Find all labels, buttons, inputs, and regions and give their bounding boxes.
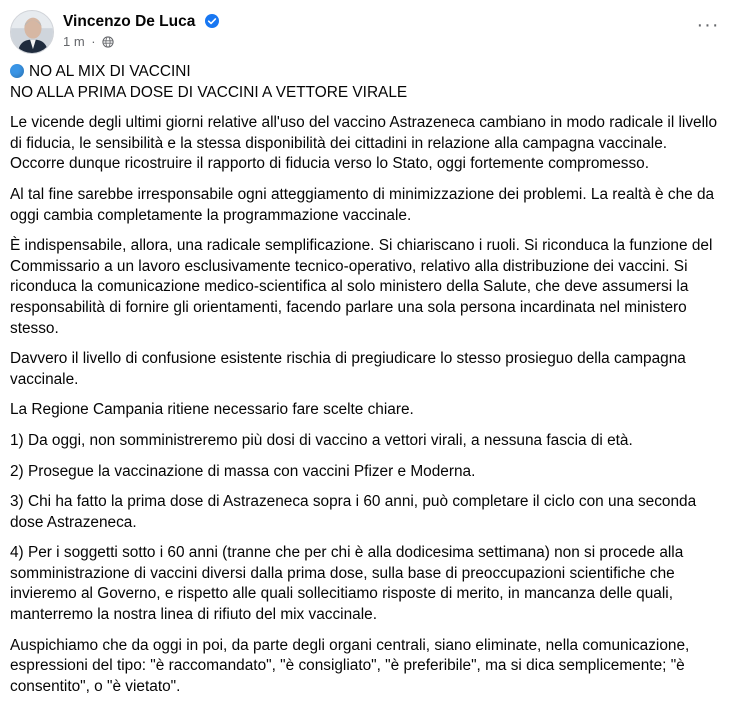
post-paragraph-7: 2) Prosegue la vaccinazione di massa con vaccini Pfizer e Moderna. (10, 462, 476, 480)
verified-badge-icon (205, 14, 219, 28)
author-avatar[interactable] (10, 10, 54, 54)
post-paragraph-3: È indispensabile, allora, una radicale semplificazione. Si chiariscano i ruoli. Si riconduca la funzione del Commissario a un lavoro esclusivamente tecnico-operativo, relativo alla distribuzione dei vaccini. Si riconduca la comunicazione medico-scientifica al solo ministero della Salute, che deve assumersi la responsabilità di fornire gli orientamenti, facendo parlare una sola persona incardinata nel ministero stesso. (10, 237, 713, 337)
post-paragraph-5: La Regione Campania ritiene necessario fare scelte chiare. (10, 401, 414, 419)
post-content (10, 62, 725, 697)
post-paragraph-1: Le vicende degli ultimi giorni relative all'uso del vaccino Astrazeneca cambiano in modo radicale il livello di fiducia, le sensibilità e la stessa disponibilità dei cittadini in relazione alla campagna vaccinale. Occorre dunque ricostruire il rapporto di fiducia verso lo Stato, oggi fortemente compromesso. (10, 114, 718, 173)
author-name[interactable] (63, 12, 219, 32)
headline-line-2: NO ALLA PRIMA DOSE DI VACCINI A VETTORE VIRALE (10, 83, 408, 101)
globe-icon[interactable] (102, 36, 114, 48)
post-time[interactable]: 1 m (63, 34, 85, 49)
post-metadata (63, 34, 114, 50)
post-header (10, 8, 725, 54)
blue-circle-emoji (10, 64, 24, 78)
more-options-button[interactable] (691, 12, 725, 46)
author-name-text[interactable]: Vincenzo De Luca (63, 13, 196, 30)
post-paragraph-4: Davvero il livello di confusione esistente rischia di pregiudicare lo stesso prosieguo della campagna vaccinale. (10, 350, 686, 388)
post-paragraph-9: 4) Per i soggetti sotto i 60 anni (tranne che per chi è alla dodicesima settimana) non si procede alla somministrazione di vaccini diversi dalla prima dose, sulla base di preoccupazioni scientifiche che invieremo al Governo, e rispetto alle quali sollecitiamo risposte di merito, in mancanza delle quali, manterremo la nostra linea di rifiuto del mix vaccinale. (10, 544, 684, 624)
headline-1-text: NO AL MIX DI VACCINI (29, 63, 191, 80)
post-paragraph-10: Auspichiamo che da oggi in poi, da parte degli organi centrali, siano eliminate, nella comunicazione, espressioni del tipo: "è raccomandato", "è consigliato", "è preferibile", ma si dica semplicemente; "è consentito", o "è vietato". (10, 636, 690, 695)
headline-line-1 (10, 62, 725, 83)
post-paragraph-8: 3) Chi ha fatto la prima dose di Astrazeneca sopra i 60 anni, può completare il ciclo con una seconda dose Astrazeneca. (10, 493, 697, 531)
meta-separator: · (91, 34, 96, 49)
post-paragraph-6: 1) Da oggi, non somministreremo più dosi di vaccino a vettori virali, a nessuna fascia di età. (10, 431, 633, 449)
more-options-icon: ··· (696, 14, 720, 36)
post-paragraph-2: Al tal fine sarebbe irresponsabile ogni atteggiamento di minimizzazione dei problemi. La realtà è che da oggi cambia completamente la programmazione vaccinale. (10, 185, 715, 224)
avatar-photo (11, 11, 53, 53)
